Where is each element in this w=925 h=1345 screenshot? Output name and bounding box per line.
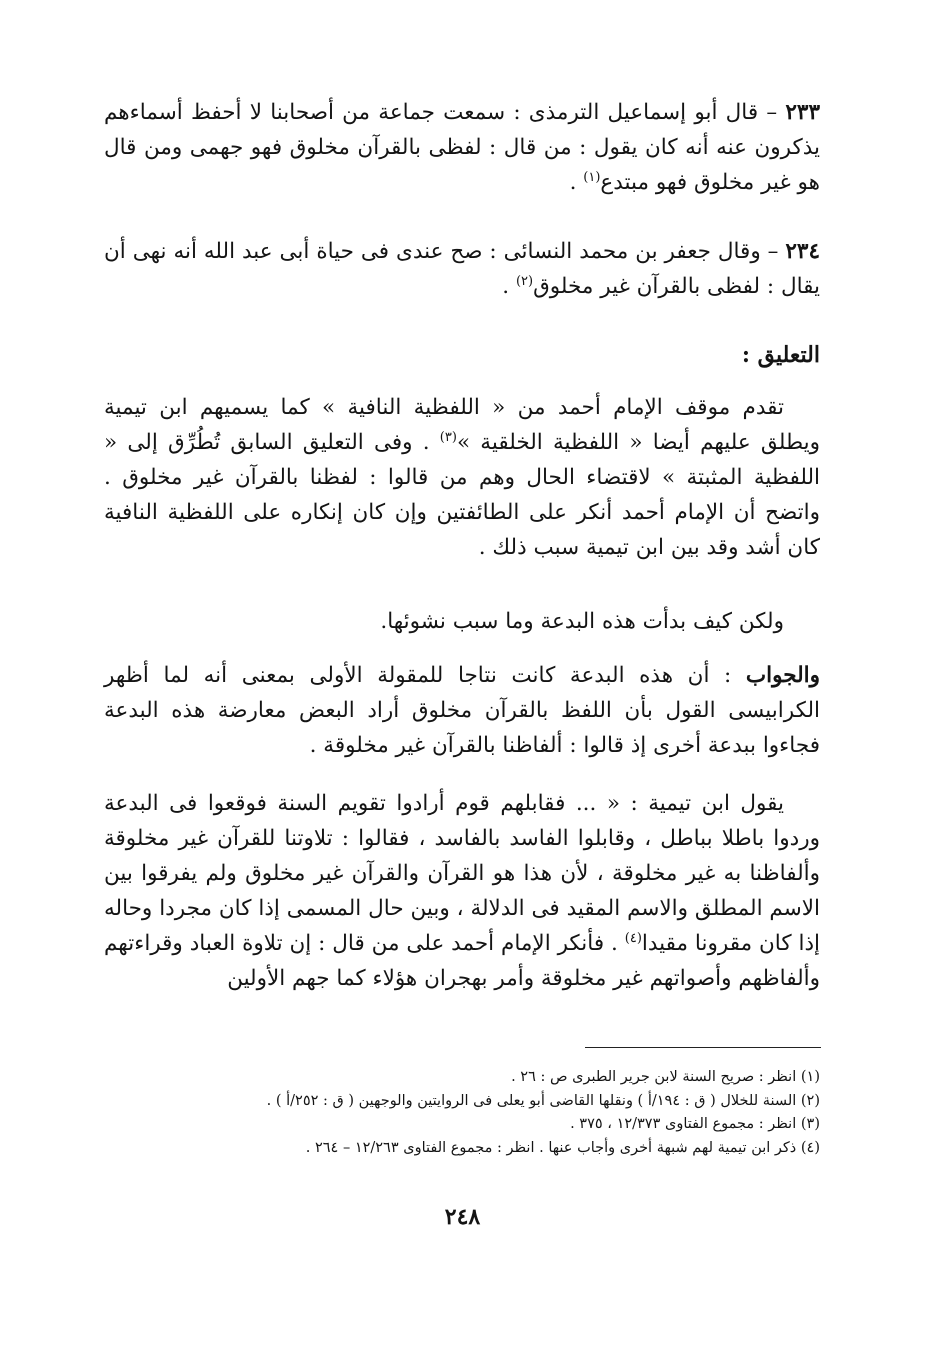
footnote: (١) انظر : صريح السنة لابن جرير الطبرى ص : ٢٦ . — [511, 1069, 820, 1085]
narration-end: . — [569, 170, 584, 195]
footnote: (٣) انظر : مجموع الفتاوى ١٢/٣٧٣ ، ٣٧٥ . — [570, 1116, 820, 1132]
narration-end: . — [502, 274, 516, 299]
narration-number: ٢٣٤ — [785, 239, 820, 264]
narration-number: ٢٣٣ — [785, 100, 820, 125]
footnote-ref[interactable]: (١) — [583, 169, 601, 185]
paragraph-text: . وفى التعليق السابق تُطُرِّق إلى « اللفظية المثبتة » لاقتضاء الحال وهم من قالوا : لفظنا بالقرآن غير مخلوق . واتضح أن الإمام أحمد أنكر على الطائفتين وإن كان إنكاره على اللفظية النافية كان أشد وقد بين ابن تيمية سبب ذلك . — [104, 430, 820, 560]
footnote: (٤) ذكر ابن تيمية لهم شبهة أخرى وأجاب عنها . انظر : مجموع الفتاوى ١٢/٢٦٣ – ٢٦٤ . — [305, 1139, 820, 1156]
footnote: (٢) السنة للخلال ( ق : ١٩٤/أ ) ونقلها القاضى أبو يعلى فى الروايتين والوجهين ( ق : ٢٥٢/أ ) . — [266, 1092, 820, 1109]
footnotes — [104, 1066, 820, 1160]
narration-233 — [104, 95, 820, 200]
answer-paragraph — [104, 658, 820, 763]
answer-label: والجواب — [745, 663, 820, 688]
page-number: ٢٤٨ — [444, 1204, 481, 1230]
narration-234 — [104, 234, 820, 304]
narration-text: – وقال جعفر بن محمد النسائى : صح عندى فى حياة أبى عبد الله أنه نهى أن يقال : لفظى بالقرآن غير مخلوق — [104, 239, 820, 299]
footnote-divider — [585, 1047, 821, 1048]
quote-paragraph — [104, 786, 820, 996]
quote-text: . فأنكر الإمام أحمد على من قال : إن تلاوة العباد وقراءتهم وألفاظهم وأصواتهم غير مخلوقة وأمر بهجران هؤلاء كما جهم الأولين — [104, 931, 820, 991]
footnote-ref[interactable]: (٢) — [515, 273, 534, 289]
section-heading: التعليق : — [741, 342, 820, 368]
commentary-paragraph-2: ولكن كيف بدأت هذه البدعة وما سبب نشوئها. — [380, 609, 784, 634]
answer-text: : أن هذه البدعة كانت نتاجا للمقولة الأولى بمعنى أنه لما أظهر الكرابيسى القول بأن اللفظ بالقرآن مخلوق أراد البعض معارضة هذه البدعة فجاءوا ببدعة أخرى إذ قالوا : ألفاظنا بالقرآن غير مخلوقة . — [104, 663, 820, 758]
footnote-ref[interactable]: (٤) — [624, 930, 642, 946]
footnote-ref[interactable]: (٣) — [439, 429, 457, 445]
quote-text: يقول ابن تيمية : « ... فقابلهم قوم أرادوا تقويم السنة فوقعوا فى البدعة وردوا باطلا بباطل ، وقابلوا الفاسد بالفاسد ، فقالوا : تلاوتنا للقرآن غير مخلوقة وألفاظنا به غير مخلوقة ، لأن هذا هو القرآن والقرآن غير مخلوق ولم يفرقوا بين الاسم المطلق والاسم المقيد فى الدلالة ، وبين حال المسمى إذا كان مجردا وحاله إذا كان مقرونا مقيدا — [104, 791, 820, 956]
narration-text: – قال أبو إسماعيل الترمذى : سمعت جماعة من أصحابنا لا أحفظ أسماءهم يذكرون عنه أنه كان يقول : من قال : لفظى بالقرآن مخلوق فهو جهمى ومن قال هو غير مخلوق فهو مبتدع — [104, 100, 820, 195]
commentary-paragraph-1 — [104, 390, 820, 565]
paragraph-text: تقدم موقف الإمام أحمد من « اللفظية النافية » كما يسميهم ابن تيمية ويطلق عليهم أيضا « اللفظية الخلقية » — [104, 395, 820, 455]
